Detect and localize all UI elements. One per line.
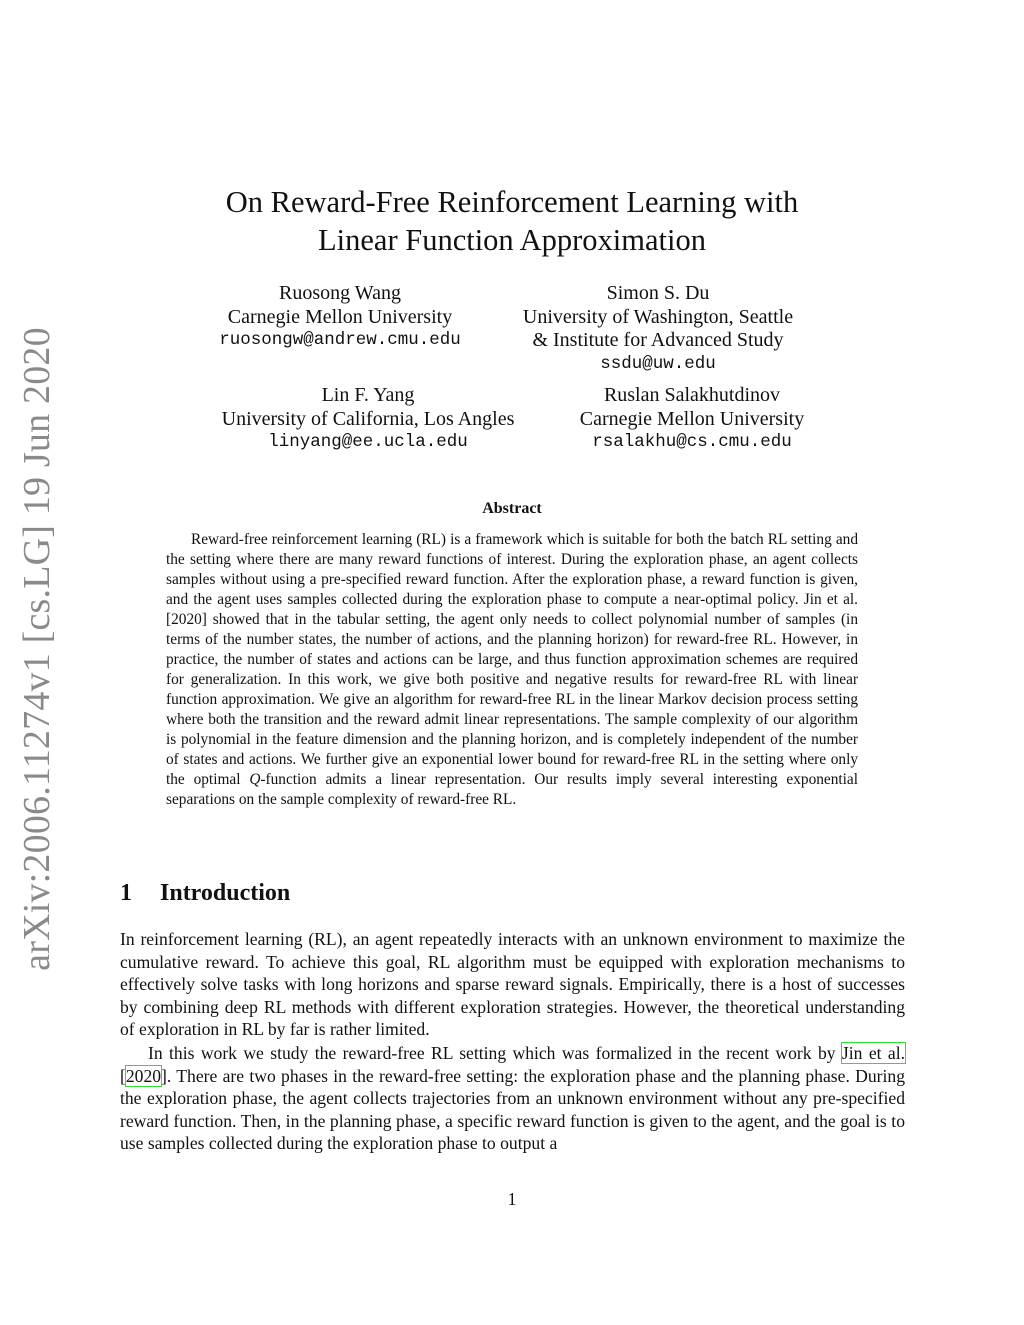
intro-paragraph-1: In reinforcement learning (RL), an agent repeatedly interacts with an unknown environment to maximize the cumulative reward. To achieve this goal, RL algorithm must be equipped with exploration mechanisms to effectively solve tasks with long horizons and sparse reward signals. Empirically, there is a host of successes by combining deep RL methods with different exploration strategies. However, the theoretical understanding of exploration in RL by far is rather limited. [120, 929, 905, 1040]
abstract-heading: Abstract [482, 500, 542, 517]
author-email[interactable]: ruosongw@andrew.cmu.edu [219, 330, 461, 350]
author-name: Ruslan Salakhutdinov [603, 384, 781, 406]
author-affiliation: Carnegie Mellon University [579, 407, 805, 430]
citation-link-author[interactable]: Jin et al. [841, 1043, 905, 1063]
section-number: 1 [120, 880, 132, 906]
intro-paragraph-2 [120, 1042, 905, 1155]
author-email[interactable]: linyang@ee.ucla.edu [268, 432, 468, 452]
section-heading [120, 880, 290, 907]
paragraph-text: In this work we study the reward-free RL setting which was formalized in the recent work by [148, 1043, 842, 1063]
author-name: Ruosong Wang [279, 282, 401, 304]
arxiv-stamp-text: arXiv:2006.11274v1 [cs.LG] 19 Jun 2020 [16, 327, 58, 971]
author-block-wang [210, 282, 470, 353]
author-affiliation: & Institute for Advanced Study [532, 329, 784, 351]
paragraph-text: ]. There are two phases in the reward-free setting: the exploration phase and the planning phase. During the exploration phase, the agent collects trajectories from an unknown environment without any pre-specified reward function. Then, in the planning phase, a specific reward function is given to the agent, and the goal is to use samples collected during the exploration phase to output a [120, 1065, 905, 1154]
author-affiliation: Carnegie Mellon University [227, 305, 453, 328]
q-symbol: Q [249, 771, 261, 788]
author-affiliation: University of California, Los Angles [221, 407, 515, 430]
citation-link-year[interactable]: 2020 [125, 1065, 162, 1086]
author-email[interactable]: ssdu@uw.edu [600, 353, 716, 374]
title-line-2: Linear Function Approximation [318, 223, 706, 257]
arxiv-stamp [8, 327, 66, 971]
title-line-1: On Reward-Free Reinforcement Learning with [225, 185, 799, 219]
abstract-text-continued: -function admits a linear representation. Our results imply several interesting exponential separations on the sample complexity of reward-free RL. [166, 771, 858, 808]
page-number: 1 [507, 1189, 517, 1209]
author-block-yang [198, 384, 538, 455]
section-title: Introduction [160, 880, 291, 906]
paragraph-text: [ [120, 1065, 126, 1086]
abstract-body [166, 530, 858, 810]
author-name: Simon S. Du [606, 282, 710, 304]
author-block-salakhutdinov [560, 384, 824, 455]
author-email[interactable]: rsalakhu@cs.cmu.edu [592, 432, 792, 452]
author-name: Lin F. Yang [321, 384, 415, 406]
author-block-du [498, 282, 818, 376]
author-affiliation: University of Washington, Seattle [522, 305, 794, 328]
abstract-text: Reward-free reinforcement learning (RL) is a framework which is suitable for both the batch RL setting and the setting where there are many reward functions of interest. During the exploration phase, an agent collects samples without using a pre-specified reward function. After the exploration phase, a reward function is given, and the agent uses samples collected during the exploration phase to compute a near-optimal policy. Jin et al. [2020] showed that in the tabular setting, the agent only needs to collect polynomial number of samples (in terms of the number states, the number of actions, and the planning horizon) for reward-free RL. However, in practice, the number of states and actions can be large, and thus function approximation schemes are required for generalization. In this work, we give both positive and negative results for reward-free RL with linear function approximation. We give an algorithm for reward-free RL in the linear Markov decision process setting where both the transition and the reward admit linear representations. The sample complexity of our algorithm is polynomial in the feature dimension and the planning horizon, and is completely independent of the number of states and actions. We further give an exponential lower bound for reward-free RL in the setting where only the optimal [166, 531, 858, 788]
paper-title [120, 183, 904, 259]
